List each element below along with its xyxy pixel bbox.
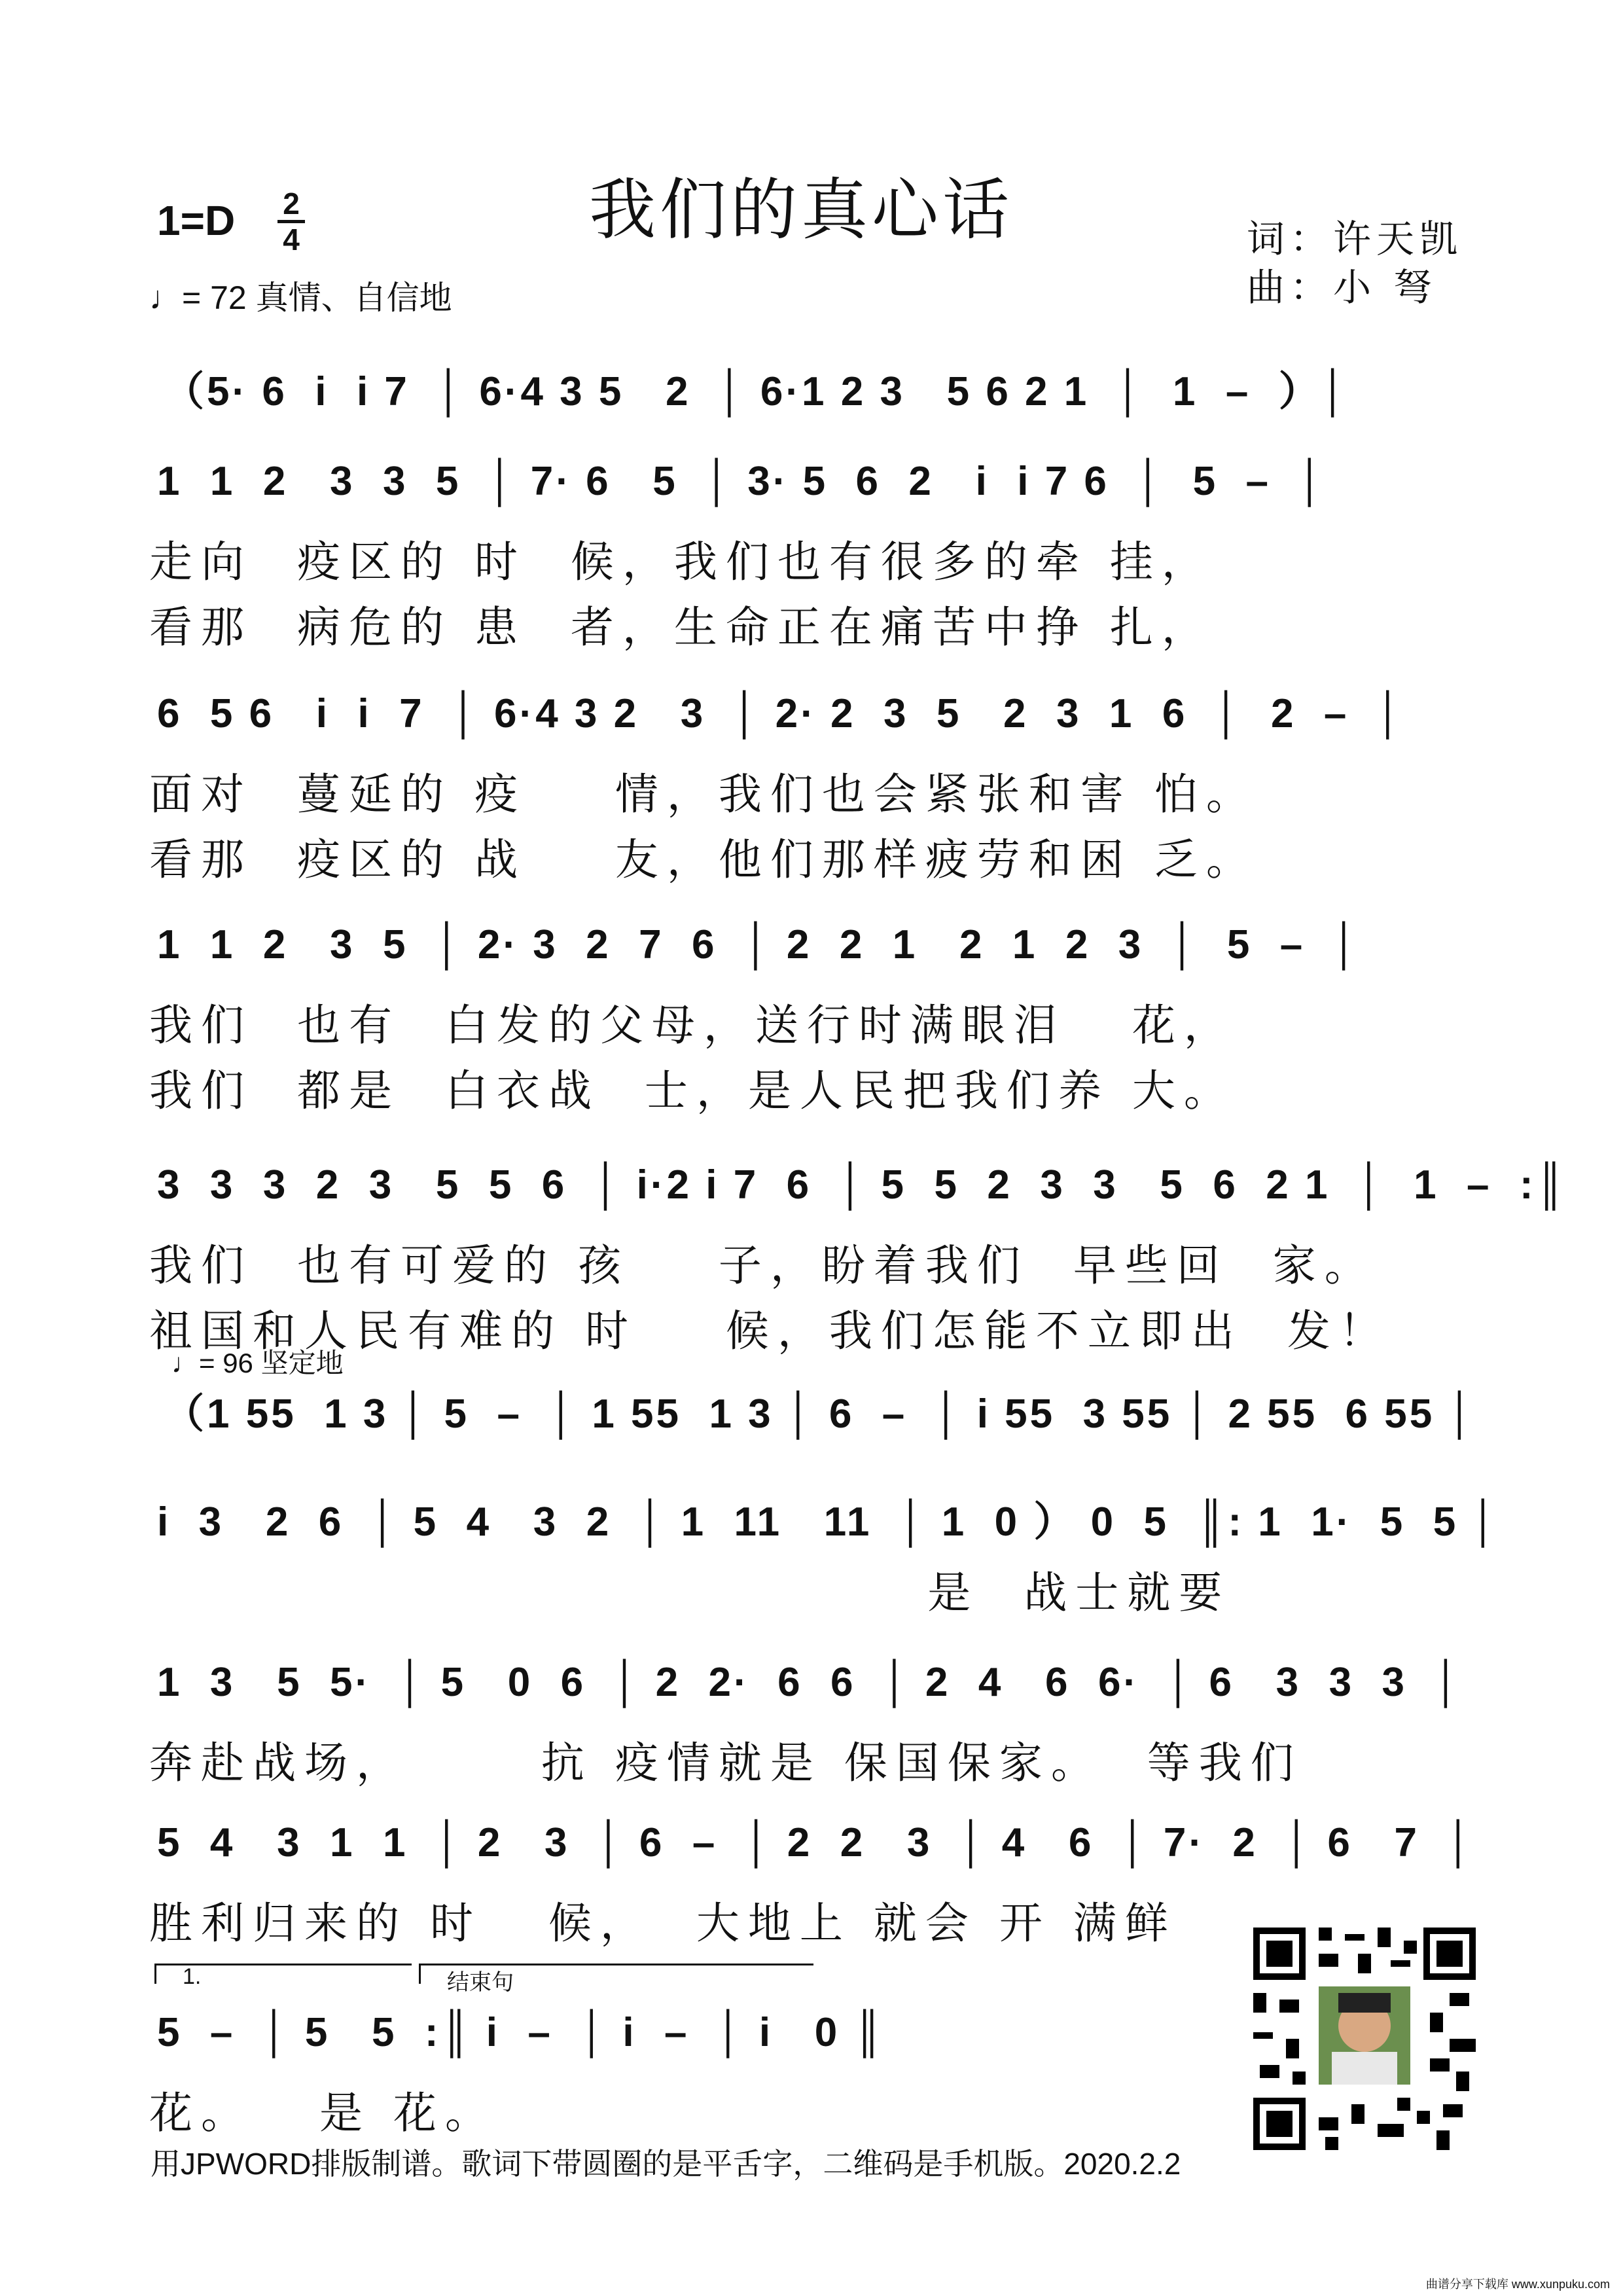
lyric-verse-1: 我们 也有 白发的父母，送行时满眼泪 花， xyxy=(149,1000,1236,1050)
melody-line: （1 55 1 3 │ 5 – │ 1 55 1 3 │ 6 – │ i 55 3 55 │ 2 55 6 55 │ xyxy=(164,1391,1477,1437)
key-signature: 1=D xyxy=(157,197,236,244)
lyric-verse-2: 看那 疫区的 战 友，他们那样疲劳和困 乏。 xyxy=(149,834,1258,885)
footer-note: 用JPWORD排版制谱。歌词下带圆圈的是平舌字，二维码是手机版。2020.2.2 xyxy=(151,2147,1181,2181)
melody-line: （5· 6 i i 7 │ 6·4 3 5 2 │ 6·1 2 3 5 6 2 1 │ 1 – ）│ xyxy=(164,369,1350,414)
tempo-marking: ♩= 72 真情、自信地 xyxy=(149,279,452,316)
volta-label-2: 结束句 xyxy=(447,1970,514,1995)
lyricist: 词：许天凯 xyxy=(1247,217,1463,261)
lyric-ending: 花。 是 花。 xyxy=(149,2088,497,2138)
lyric-chorus: 是 战士就要 xyxy=(149,1568,1231,1618)
time-top: 2 xyxy=(283,187,300,221)
lyric-verse-2: 我们 都是 白衣战 士，是人民把我们养 大。 xyxy=(149,1066,1236,1116)
time-bottom: 4 xyxy=(283,223,300,257)
lyric-verse-2: 看那 病危的 患 者，生命正在痛苦中挣 扎， xyxy=(149,602,1213,653)
lyric-verse-1: 走向 疫区的 时 候，我们也有很多的牵 挂， xyxy=(149,537,1213,587)
melody-line: 5 – │ 5 5 :║ i – │ i – │ i 0 ║ xyxy=(157,2010,885,2055)
melody-line: i 3 2 6 │ 5 4 3 2 │ 1 11 11 │ 1 0 ） 0 5 ║: 1 1· 5 5 │ xyxy=(157,1499,1501,1545)
site-watermark: 曲谱分享下载库 www.xunpuku.com xyxy=(1425,2278,1610,2291)
melody-line: 1 1 2 3 3 5 │ 7· 6 5 │ 3· 5 6 2 i i 7 6 │ 5 – │ xyxy=(157,459,1327,504)
lyric-chorus: 胜利归来的 时 候， 大地上 就会 开 满鲜 xyxy=(149,1898,1177,1948)
lyric-verse-1: 面对 蔓延的 疫 情，我们也会紧张和害 怕。 xyxy=(149,769,1258,819)
lyric-verse-1: 我们 也有可爱的 孩 子，盼着我们 早些回 家。 xyxy=(149,1240,1376,1291)
time-signature xyxy=(275,188,308,255)
tempo-change: ♩= 96 坚定地 xyxy=(171,1348,344,1378)
melody-line: 1 1 2 3 5 │ 2· 3 2 7 6 │ 2 2 1 2 1 2 3 │ 5 – │ xyxy=(157,922,1361,967)
volta-coda xyxy=(419,1964,813,1995)
melody-line: 1 3 5 5· │ 5 0 6 │ 2 2· 6 6 │ 2 4 6 6· │ 6 3 3 3 │ xyxy=(157,1660,1463,1705)
qr-code-image xyxy=(1253,1928,1476,2150)
volta-first-ending xyxy=(154,1964,412,1989)
melody-line: 3 3 3 2 3 5 5 6 │ i·2 i 7 6 │ 5 5 2 3 3 5 6 2 1 │ 1 – :║ xyxy=(157,1162,1567,1208)
melody-line: 5 4 3 1 1 │ 2 3 │ 6 – │ 2 2 3 │ 4 6 │ 7· 2 │ 6 7 │ xyxy=(157,1820,1476,1865)
melody-line: 6 5 6 i i 7 │ 6·4 3 2 3 │ 2· 2 3 5 2 3 1 6 │ 2 – │ xyxy=(157,691,1405,736)
composer: 曲：小 弩 xyxy=(1247,265,1437,310)
song-title: 我们的真心话 xyxy=(589,171,1013,249)
lyric-verse-2: 祖国和人民有难的 时 候，我们怎能不立即出 发！ xyxy=(149,1306,1391,1356)
lyric-chorus: 奔赴战场， 抗 疫情就是 保国保家。 等我们 xyxy=(149,1738,1302,1788)
volta-label-1: 1. xyxy=(183,1964,202,1989)
